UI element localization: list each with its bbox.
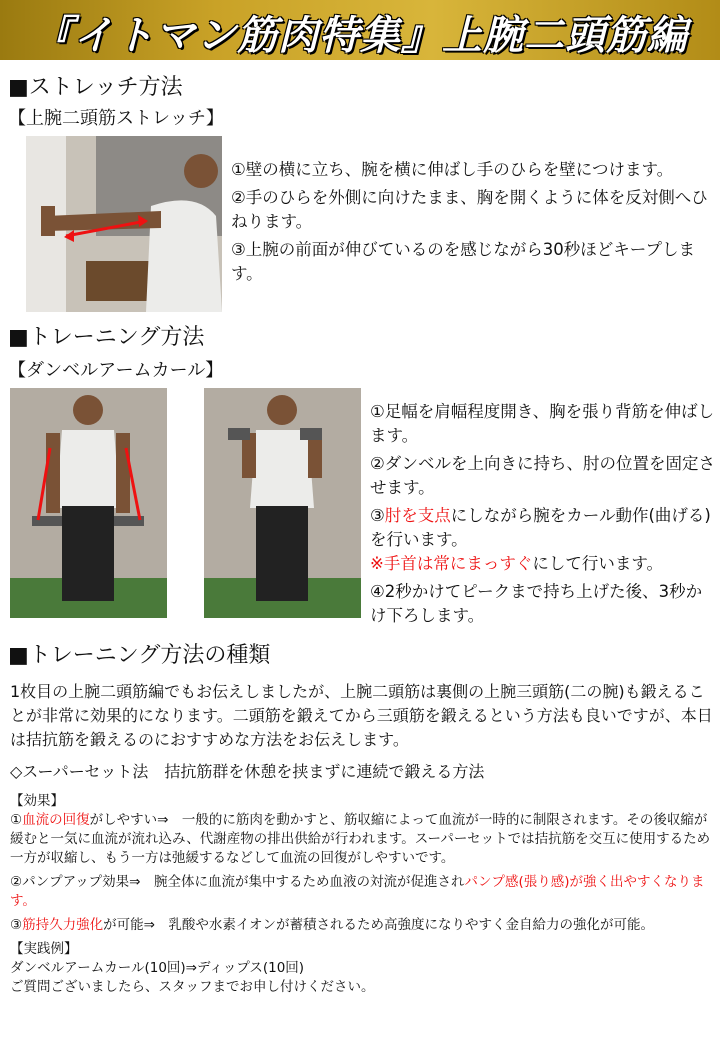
types-heading: ■トレーニング方法の種類 [8, 643, 271, 668]
effect-3: ③筋持久力強化が可能⇒ 乳酸や水素イオンが蓄積されるため高強度になりやすく金自給力の強化が可能。 [10, 917, 655, 933]
curl-top-photo [204, 388, 361, 618]
superset-title: ◇スーパーセット法 拮抗筋群を休憩を挟まずに連続で鍛える方法 [10, 762, 485, 781]
training-note: ※手首は常にまっすぐにして行います。 [370, 554, 664, 573]
title-banner [0, 0, 720, 60]
training-steps [370, 400, 715, 632]
training-heading: ■トレーニング方法 [8, 325, 205, 350]
training-step-1: ①足幅を肩幅程度開き、胸を張り背筋を伸ばします。 [370, 402, 715, 445]
stretch-heading: ■ストレッチ方法 [8, 75, 183, 100]
stretch-step-3: ③上腕の前面が伸びているのを感じながら30秒ほどキープします。 [231, 240, 695, 283]
practice-label: 【実践例】 [10, 941, 78, 957]
page-title: 『イトマン筋肉特集』上腕二頭筋編 [32, 13, 688, 59]
stretch-step-1: ①壁の横に立ち、腕を横に伸ばし手のひらを壁につけます。 [231, 160, 674, 179]
stretch-photo [26, 136, 222, 312]
effect-1: ①血流の回復がしやすい⇒ 一般的に筋肉を動かすと、筋収縮によって血流が一時的に制限されます。その後収縮が緩むと一気に血流が流れ込み、代謝産物の排出供給が行われます。スーパーセットでは拮抗筋を交互に使用するため一方が収縮し、もう一方は弛緩するなどして血流の回復がしやすいです。 [10, 812, 711, 866]
stretch-steps [231, 158, 717, 290]
practice-example: ダンベルアームカール(10回)⇒ディップス(10回) [10, 960, 305, 976]
types-intro: 1枚目の上腕二頭筋編でもお伝えしましたが、上腕二頭筋は裏側の上腕三頭筋(二の腕)も鍛えることが非常に効果的になります。二頭筋を鍛えてから三頭筋を鍛えるという方法も良いですが、本日は拮抗筋を鍛えるのにおすすめな方法をお伝えします。 [10, 682, 713, 749]
training-step-2: ②ダンベルを上向きに持ち、肘の位置を固定させます。 [370, 454, 715, 497]
training-step-3: ③肘を支点にしながら腕をカール動作(曲げる)を行います。 [370, 506, 711, 549]
effects-block [10, 792, 718, 997]
stretch-subheading: 【上腕二頭筋ストレッチ】 [8, 108, 224, 129]
training-subheading: 【ダンベルアームカール】 [8, 360, 224, 381]
stretch-step-2: ②手のひらを外側に向けたまま、胸を開くように体を反対側へひねります。 [231, 188, 708, 231]
closing-note: ご質問ございましたら、スタッフまでお申し付けください。 [10, 979, 375, 995]
effect-2: ②パンプアップ効果⇒ 腕全体に血流が集中するため血液の対流が促進されパンプ感(張り感)が強く出やすくなります。 [10, 874, 705, 909]
curl-start-photo [10, 388, 167, 618]
training-step-4: ④2秒かけてピークまで持ち上げた後、3秒かけ下ろします。 [370, 582, 703, 625]
effects-label: 【効果】 [10, 793, 64, 809]
